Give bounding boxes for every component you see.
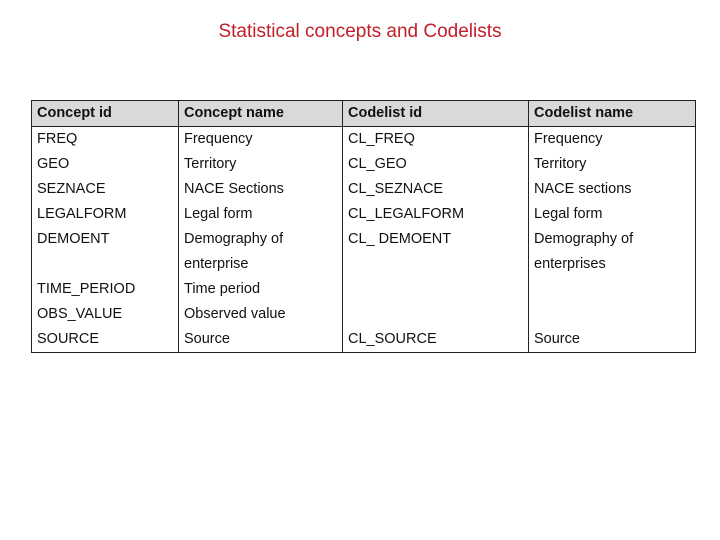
table-row [32,277,696,302]
codelist-id-cell [343,277,529,302]
codelist-name-cell [529,277,696,302]
codelist-id-cell: CL_SEZNACE [343,177,529,202]
codelist-id-cell: CL_GEO [343,152,529,177]
codelist-id-cell: CL_FREQ [343,127,529,153]
concept-name-cell: Observed value [179,302,343,327]
header-codelist-id: Codelist id [343,101,529,127]
concepts-table [31,100,696,353]
table-row [32,302,696,327]
codelist-name-cell [529,302,696,327]
codelist-name-cell: Source [529,327,696,353]
slide-title: Statistical concepts and Codelists [218,21,502,42]
concept-name-cell: Territory [179,152,343,177]
codelist-id-cell: CL_SOURCE [343,327,529,353]
codelist-name-cell: NACE sections [529,177,696,202]
codelist-name-cell: Demography of enterprises [529,227,696,277]
concept-name-cell: Time period [179,277,343,302]
header-codelist-name: Codelist name [529,101,696,127]
concept-name-cell: Demography of enterprise [179,227,343,277]
table-row [32,327,696,353]
table-row [32,177,696,202]
header-concept-name: Concept name [179,101,343,127]
table-row [32,202,696,227]
concept-id-cell: SEZNACE [32,177,179,202]
concept-id-cell: SOURCE [32,327,179,353]
concept-name-cell: NACE Sections [179,177,343,202]
concept-id-cell: FREQ [32,127,179,153]
header-concept-id: Concept id [32,101,179,127]
concept-id-cell: DEMOENT [32,227,179,277]
table-row [32,227,696,277]
codelist-id-cell [343,302,529,327]
concept-id-cell: LEGALFORM [32,202,179,227]
concept-id-cell: TIME_PERIOD [32,277,179,302]
table-row [32,127,696,153]
concept-id-cell: OBS_VALUE [32,302,179,327]
codelist-name-cell: Territory [529,152,696,177]
codelist-id-cell: CL_LEGALFORM [343,202,529,227]
table-header-row [32,101,696,127]
codelist-name-cell: Frequency [529,127,696,153]
concept-name-cell: Source [179,327,343,353]
codelist-name-cell: Legal form [529,202,696,227]
concept-name-cell: Legal form [179,202,343,227]
codelist-id-cell: CL_ DEMOENT [343,227,529,277]
concept-name-cell: Frequency [179,127,343,153]
table-row [32,152,696,177]
concept-id-cell: GEO [32,152,179,177]
